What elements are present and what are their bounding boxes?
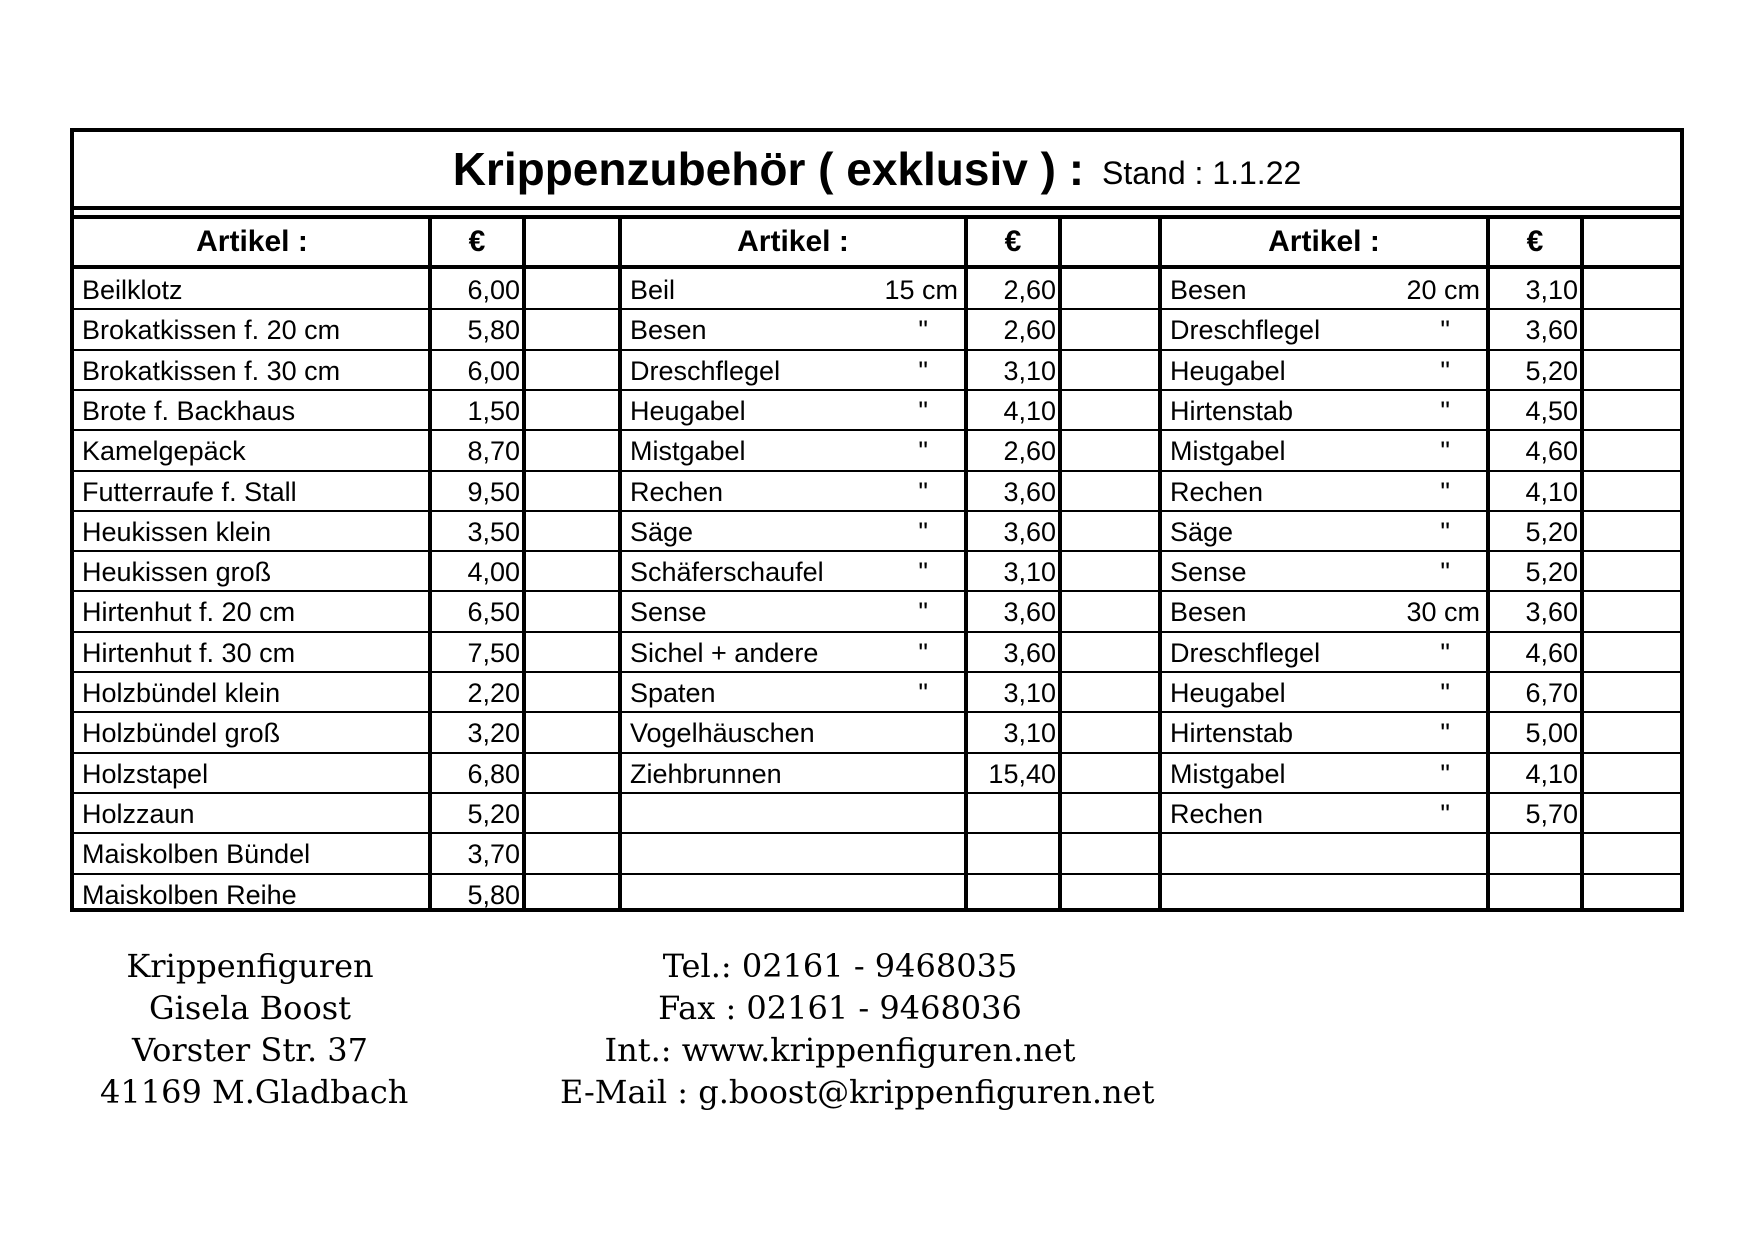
article-name: Mistgabel xyxy=(1170,758,1286,789)
table-row xyxy=(1160,471,1684,511)
article-size: " xyxy=(1440,758,1450,789)
article-size: " xyxy=(1440,476,1450,507)
article-price: 5,70 xyxy=(1525,798,1578,829)
table-row xyxy=(620,551,1160,591)
stand-date: Stand : 1.1.22 xyxy=(1102,154,1302,191)
article-name: Kamelgepäck xyxy=(82,436,246,467)
table-row xyxy=(620,632,1160,672)
article-size: " xyxy=(1440,355,1450,386)
article-price: 2,60 xyxy=(1003,315,1056,346)
footer-phone: Tel.: 02161 - 9468035 xyxy=(662,947,1018,985)
article-price: 6,00 xyxy=(467,355,520,386)
table-row xyxy=(74,309,620,349)
article-name: Sense xyxy=(1170,557,1247,588)
article-price: 1,50 xyxy=(467,395,520,426)
table-header xyxy=(74,219,620,269)
article-name: Holzbündel groß xyxy=(82,718,281,749)
article-price: 3,10 xyxy=(1003,355,1056,386)
article-size: 30 cm xyxy=(1406,597,1480,628)
table-row xyxy=(1160,672,1684,712)
article-name: Beilklotz xyxy=(82,275,183,305)
article-name: Besen xyxy=(1170,275,1247,305)
article-name: Dreschflegel xyxy=(1170,315,1321,346)
article-name: Maiskolben Reihe xyxy=(82,879,297,910)
article-size: " xyxy=(918,476,928,507)
article-size: " xyxy=(918,557,928,588)
article-name: Spaten xyxy=(630,678,716,708)
footer-address-line: 41169 M.Gladbach xyxy=(100,1073,409,1111)
table-row xyxy=(74,632,620,672)
article-size: " xyxy=(918,516,928,547)
article-name: Heukissen klein xyxy=(82,516,272,547)
article-name: Maiskolben Bündel xyxy=(82,839,311,870)
table-row xyxy=(620,833,1160,873)
table-row xyxy=(620,753,1160,793)
article-price: 3,10 xyxy=(1003,718,1056,749)
table-row xyxy=(1160,390,1684,430)
article-size: " xyxy=(1440,557,1450,588)
footer-contact xyxy=(560,945,1155,1113)
article-name: Sense xyxy=(630,597,707,628)
article-size: 15 cm xyxy=(884,275,958,305)
article-price: 3,50 xyxy=(467,516,520,547)
footer-address-line: Vorster Str. 37 xyxy=(131,1031,369,1069)
footer-email-link[interactable]: E-Mail : g.boost@krippenfiguren.net xyxy=(560,1073,1155,1111)
article-size: " xyxy=(1440,718,1450,749)
article-price: 3,60 xyxy=(1003,476,1056,507)
article-size: " xyxy=(918,637,928,668)
article-name: Hirtenstab xyxy=(1170,395,1294,426)
table-row xyxy=(620,269,1160,309)
article-price: 4,10 xyxy=(1525,476,1578,507)
article-price: 7,50 xyxy=(467,637,520,668)
article-size: " xyxy=(1440,436,1450,467)
article-name: Dreschflegel xyxy=(630,355,781,386)
table-row xyxy=(1160,874,1684,914)
article-name: Brokatkissen f. 20 cm xyxy=(82,315,341,346)
table-row xyxy=(620,591,1160,631)
footer-website-link[interactable]: Int.: www.krippenfiguren.net xyxy=(604,1031,1076,1069)
article-price: 4,10 xyxy=(1525,758,1578,789)
price-table-1 xyxy=(74,219,620,908)
article-price: 5,20 xyxy=(1525,516,1578,547)
article-price: 2,60 xyxy=(1003,436,1056,467)
table-row xyxy=(1160,430,1684,470)
table-row xyxy=(1160,269,1684,309)
table-row xyxy=(620,430,1160,470)
article-size: " xyxy=(1440,315,1450,346)
table-row xyxy=(74,874,620,914)
article-price: 3,60 xyxy=(1003,597,1056,628)
article-name: Besen xyxy=(1170,597,1247,628)
article-name: Schäferschaufel xyxy=(630,557,824,588)
article-name: Hirtenhut f. 20 cm xyxy=(82,597,296,628)
article-size: " xyxy=(1440,516,1450,547)
article-size: " xyxy=(918,597,928,628)
article-name: Säge xyxy=(630,516,694,547)
article-name: Heugabel xyxy=(1170,355,1286,386)
table-row xyxy=(74,350,620,390)
footer-fax: Fax : 02161 - 9468036 xyxy=(658,989,1022,1027)
price-list-sheet xyxy=(70,128,1684,912)
article-name: Holzstapel xyxy=(82,758,209,789)
article-price: 9,50 xyxy=(467,476,520,507)
article-size: " xyxy=(918,355,928,386)
article-price: 5,00 xyxy=(1525,718,1578,749)
article-name: Ziehbrunnen xyxy=(630,758,782,789)
table-row xyxy=(74,551,620,591)
article-name: Sichel + andere xyxy=(630,637,819,668)
table-row xyxy=(1160,833,1684,873)
table-row xyxy=(1160,511,1684,551)
article-price: 6,70 xyxy=(1525,678,1578,708)
table-row xyxy=(74,390,620,430)
table-row xyxy=(620,309,1160,349)
column-header-price: € xyxy=(468,225,486,258)
footer-address-line: Krippenfiguren xyxy=(126,947,374,985)
table-row xyxy=(74,511,620,551)
article-price: 3,60 xyxy=(1003,516,1056,547)
article-name: Heugabel xyxy=(1170,678,1286,708)
table-row xyxy=(1160,793,1684,833)
article-price: 4,50 xyxy=(1525,395,1578,426)
table-row xyxy=(620,511,1160,551)
table-row xyxy=(74,833,620,873)
article-size: " xyxy=(918,315,928,346)
table-row xyxy=(620,874,1160,914)
table-row xyxy=(74,672,620,712)
article-name: Mistgabel xyxy=(630,436,746,467)
article-price: 15,40 xyxy=(988,758,1056,789)
article-size: " xyxy=(1440,678,1450,708)
article-name: Mistgabel xyxy=(1170,436,1286,467)
article-size: " xyxy=(1440,395,1450,426)
article-name: Heukissen groß xyxy=(82,557,272,588)
article-price: 4,10 xyxy=(1003,395,1056,426)
article-size: " xyxy=(918,678,928,708)
article-name: Brote f. Backhaus xyxy=(82,395,296,426)
article-price: 3,60 xyxy=(1525,597,1578,628)
page-title: Krippenzubehör ( exklusiv ) : xyxy=(452,143,1085,195)
article-name: Holzbündel klein xyxy=(82,678,281,708)
article-size: " xyxy=(918,436,928,467)
article-price: 6,80 xyxy=(467,758,520,789)
table-row xyxy=(1160,632,1684,672)
title-rule-top xyxy=(74,206,1680,210)
article-size: 20 cm xyxy=(1406,275,1480,305)
article-price: 3,10 xyxy=(1003,678,1056,708)
table-row xyxy=(620,793,1160,833)
article-size: " xyxy=(1440,637,1450,668)
article-price: 2,20 xyxy=(467,678,520,708)
table-row xyxy=(74,712,620,752)
table-row xyxy=(620,350,1160,390)
table-row xyxy=(620,712,1160,752)
article-price: 6,50 xyxy=(467,597,520,628)
article-price: 4,60 xyxy=(1525,436,1578,467)
article-name: Säge xyxy=(1170,516,1234,547)
table-row xyxy=(1160,309,1684,349)
table-row xyxy=(74,269,620,309)
article-price: 3,20 xyxy=(467,718,520,749)
table-row xyxy=(620,672,1160,712)
table-row xyxy=(1160,712,1684,752)
table-row xyxy=(74,793,620,833)
article-size: " xyxy=(918,395,928,426)
article-name: Futterraufe f. Stall xyxy=(82,476,297,507)
table-row xyxy=(1160,350,1684,390)
table-header xyxy=(620,219,1160,269)
article-price: 4,60 xyxy=(1525,637,1578,668)
article-price: 5,20 xyxy=(1525,557,1578,588)
column-header-article: Artikel : xyxy=(737,225,849,258)
table-row xyxy=(620,390,1160,430)
article-name: Besen xyxy=(630,315,707,346)
article-name: Brokatkissen f. 30 cm xyxy=(82,355,341,386)
article-price: 2,60 xyxy=(1003,275,1056,305)
price-table-3 xyxy=(1160,219,1684,908)
article-name: Hirtenstab xyxy=(1170,718,1294,749)
table-row xyxy=(620,471,1160,511)
article-price: 3,60 xyxy=(1003,637,1056,668)
article-price: 8,70 xyxy=(467,436,520,467)
price-table-2 xyxy=(620,219,1160,908)
column-header-price: € xyxy=(1526,225,1544,258)
article-price: 6,00 xyxy=(467,275,520,305)
article-name: Dreschflegel xyxy=(1170,637,1321,668)
article-size: " xyxy=(1440,798,1450,829)
table-row xyxy=(1160,551,1684,591)
title-row xyxy=(74,132,1680,206)
footer-address-line: Gisela Boost xyxy=(149,989,351,1027)
article-price: 5,80 xyxy=(467,879,520,910)
table-row xyxy=(74,430,620,470)
article-price: 3,70 xyxy=(467,839,520,870)
column-header-article: Artikel : xyxy=(196,225,308,258)
article-name: Hirtenhut f. 30 cm xyxy=(82,637,296,668)
table-row xyxy=(1160,591,1684,631)
article-price: 3,60 xyxy=(1525,315,1578,346)
article-name: Rechen xyxy=(1170,476,1264,507)
footer-address xyxy=(100,945,409,1113)
table-row xyxy=(74,753,620,793)
table-row xyxy=(74,471,620,511)
column-header-price: € xyxy=(1004,225,1022,258)
article-name: Beil xyxy=(630,275,676,305)
article-name: Heugabel xyxy=(630,395,746,426)
article-name: Rechen xyxy=(1170,798,1264,829)
price-tables xyxy=(74,219,1680,908)
article-price: 4,00 xyxy=(467,557,520,588)
article-price: 5,80 xyxy=(467,315,520,346)
article-name: Holzzaun xyxy=(82,798,195,829)
article-price: 5,20 xyxy=(467,798,520,829)
table-row xyxy=(74,591,620,631)
article-price: 5,20 xyxy=(1525,355,1578,386)
article-name: Vogelhäuschen xyxy=(630,718,815,749)
article-name: Rechen xyxy=(630,476,724,507)
article-price: 3,10 xyxy=(1525,275,1578,305)
table-row xyxy=(1160,753,1684,793)
column-header-article: Artikel : xyxy=(1268,225,1380,258)
article-price: 3,10 xyxy=(1003,557,1056,588)
table-header xyxy=(1160,219,1684,269)
